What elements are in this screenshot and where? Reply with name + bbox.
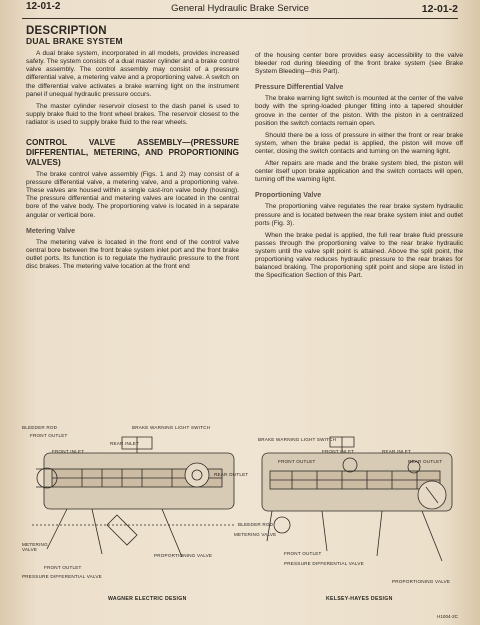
label-rear-outlet: REAR OUTLET xyxy=(214,472,249,477)
paragraph: of the housing center bore provides easy accessibility to the valve bleeder rod during bleeding of the front brake system (see Brake System Bleeding—this Part). xyxy=(255,52,463,76)
label-proportioning-valve: PROPORTIONING VALVE xyxy=(392,579,451,584)
label-brake-warning-light-switch: BRAKE WARNING LIGHT SWITCH xyxy=(258,437,337,442)
label-rear-inlet: REAR INLET xyxy=(110,441,140,446)
label-metering-valve: METERING VALVE xyxy=(234,532,277,537)
heading-proportioning-valve: Proportioning Valve xyxy=(255,192,322,200)
label-proportioning-valve: PROPORTIONING VALVE xyxy=(154,553,213,558)
label-bleeder-rod: BLEEDER ROD xyxy=(22,425,58,430)
label-metering-valve: METERING VALVE xyxy=(22,542,48,552)
label-front-outlet: FRONT OUTLET xyxy=(278,459,316,464)
valve-diagram xyxy=(22,425,462,593)
heading-description: DESCRIPTION xyxy=(26,25,107,37)
label-front-outlet: FRONT OUTLET xyxy=(284,551,322,556)
label-rear-outlet: REAR OUTLET xyxy=(408,459,443,464)
label-bleeder-rod: BLEEDER ROD xyxy=(238,522,274,527)
label-front-inlet: FRONT INLET xyxy=(322,449,355,454)
left-column xyxy=(26,24,239,275)
figure-code: H1004-2C xyxy=(437,614,458,619)
heading-metering-valve: Metering Valve xyxy=(26,227,76,235)
section-number-left: 12-01-2 xyxy=(26,1,61,12)
label-rear-inlet: REAR INLET xyxy=(382,449,412,454)
caption-kelsey-hayes-design: KELSEY-HAYES DESIGN xyxy=(326,596,393,602)
label-front-outlet: FRONT OUTLET xyxy=(44,565,82,570)
paragraph: Should there be a loss of pressure in either the front or rear brake system, when the brake pedal is applied, the piston will move off center, closing the switch contacts and turning on the warning light. xyxy=(255,131,463,155)
heading-dual-brake-system: DUAL BRAKE SYSTEM xyxy=(26,36,123,47)
right-column xyxy=(255,52,463,284)
label-front-outlet: FRONT OUTLET xyxy=(30,433,68,438)
section-number-right: 12-01-2 xyxy=(421,3,458,15)
heading-control-valve-assembly: CONTROL VALVE ASSEMBLY—(PRESSURE DIFFERENTIAL, METERING, AND PROPORTIONING VALVES) xyxy=(26,137,239,168)
caption-wagner-electric-design: WAGNER ELECTRIC DESIGN xyxy=(108,596,187,602)
label-front-inlet: FRONT INLET xyxy=(52,449,85,454)
paragraph: The metering valve is located in the front end of the control valve central bore between the front brake system inlet port and the front brake outlet ports. Its function is to regulate the hydraulic pressure to the front disc brakes. The metering valve location at the front end xyxy=(26,238,239,270)
paragraph: When the brake pedal is applied, the full rear brake fluid pressure passes through the proportioning valve to the rear brake hydraulic system until the valve split point is attained. Above the split point, the proportioning valve reduces hydraulic pressure to the rear brakes for balanced braking. The proportioning split point and slope are listed in the Specification Section of this Part. xyxy=(255,231,463,280)
paragraph: The master cylinder reservoir closest to the dash panel is used to supply brake fluid to the front wheel brakes. The reservoir closest to the radiator is used to supply brake fluid to the rear wheels. xyxy=(26,102,239,126)
label-pressure-differential-valve: PRESSURE DIFFERENTIAL VALVE xyxy=(284,561,364,566)
paragraph: After repairs are made and the brake system bled, the piston will center itself upon brake application and the switch contacts will open, turning off the warning light. xyxy=(255,160,463,184)
paragraph: A dual brake system, incorporated in all models, provides increased safety. The system consists of a dual master cylinder and a brake control valve assembly. The control assembly may consist of a pressure differential valve, a metering valve and a proportioning valve. A switch on the differential valve activates a brake warning light on the instrument panel if unequal hydraulic pressure occurs. xyxy=(26,50,239,98)
label-pressure-differential-valve: PRESSURE DIFFERENTIAL VALVE xyxy=(22,574,102,579)
header-rule xyxy=(22,18,458,19)
page-header xyxy=(0,0,480,20)
page-title: General Hydraulic Brake Service xyxy=(171,3,309,14)
label-brake-warning-light-switch: BRAKE WARNING LIGHT SWITCH xyxy=(132,425,211,430)
paragraph: The brake warning light switch is mounted at the center of the valve body with the spring-loaded plunger fitting into a tapered shoulder groove in the center of the piston. With the piston in a centralized position the switch contacts remain open. xyxy=(255,95,463,127)
paragraph: The proportioning valve regulates the rear brake system hydraulic pressure and is located between the rear brake system inlet and outlet ports (Fig. 3). xyxy=(255,203,463,227)
heading-pressure-differential-valve: Pressure Differential Valve xyxy=(255,84,344,92)
paragraph: The brake control valve assembly (Figs. 1 and 2) may consist of a pressure differential valve, a metering valve, and a proportioning valve. These valves are housed within a single cast-iron valve body (housing). The pressure differential and metering valves are located in the central bore of the valve body. The proportioning valve is located in a separate angular or vertical bore. xyxy=(26,171,239,219)
